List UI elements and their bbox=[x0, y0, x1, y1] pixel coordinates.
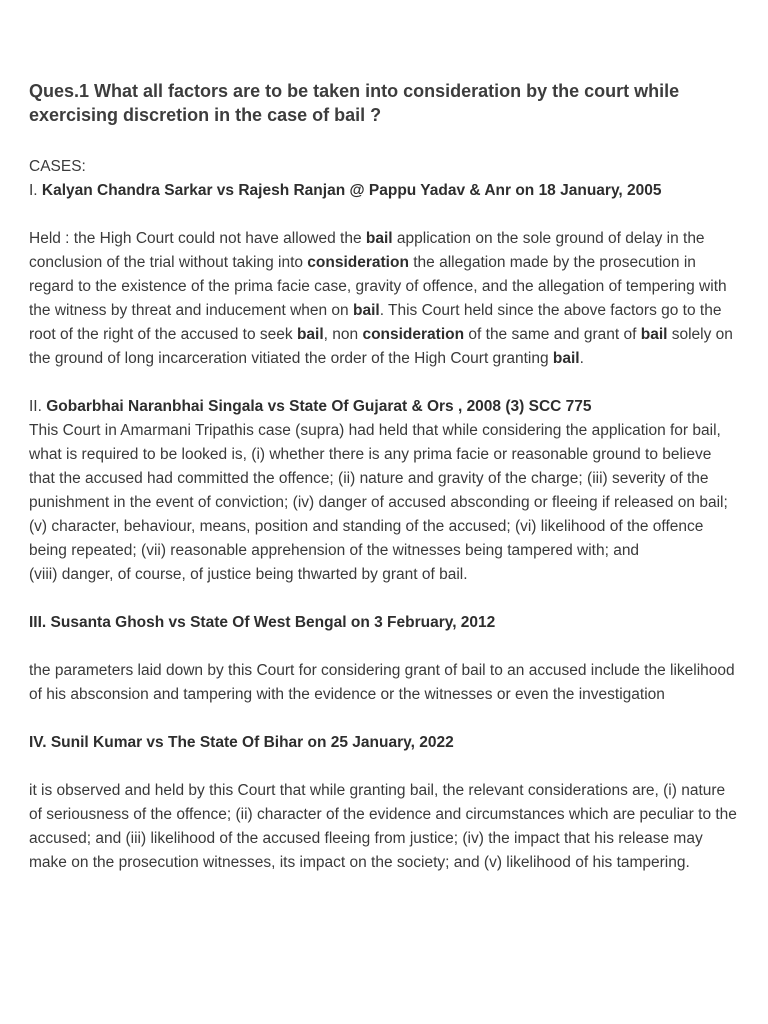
question-heading: Ques.1 What all factors are to be taken into consideration by the court while exercising discretion in the case of bail ? bbox=[29, 81, 680, 125]
case-2-body-last: (viii) danger, of course, of justice being thwarted by grant of bail. bbox=[29, 566, 468, 583]
case-2-numeral: II. bbox=[29, 398, 47, 415]
case-1-held bbox=[29, 227, 740, 371]
case-3-body: the parameters laid down by this Court for considering grant of bail to an accused include the likelihood of his absconsion and tampering with the evidence or the witnesses or even the investigation bbox=[29, 662, 735, 703]
case-1-heading bbox=[29, 179, 740, 203]
case-3-title: III. Susanta Ghosh vs State Of West Bengal on 3 February, 2012 bbox=[29, 614, 496, 631]
case-4-body: it is observed and held by this Court that while granting bail, the relevant considerations are, (i) nature of seriousness of the offence; (ii) character of the evidence and circumstances which are peculiar to the accused; and (iii) likelihood of the accused fleeing from justice; (iv) the impact that his release may make on the prosecution witnesses, its impact on the society; and (v) likelihood of his tampering. bbox=[29, 782, 737, 871]
text-run: , non bbox=[323, 326, 363, 343]
text-run: application on the sole ground of delay in the conclusion of the trial without taking into bbox=[29, 230, 705, 271]
text-run: of the same and grant of bbox=[464, 326, 641, 343]
case-4-title: IV. Sunil Kumar vs The State Of Bihar on 25 January, 2022 bbox=[29, 734, 454, 751]
case-4-heading bbox=[29, 731, 740, 755]
text-run: the allegation made by the prosecution in regard to the existence of the prima facie case, gravity of offence, and the allegation of tempering with the witness by threat and inducement when on bbox=[29, 254, 727, 319]
text-run: . bbox=[579, 350, 584, 367]
case-2-title: Gobarbhai Naranbhai Singala vs State Of Gujarat & Ors , 2008 (3) SCC 775 bbox=[46, 398, 592, 415]
case-1-numeral: I. bbox=[29, 182, 42, 199]
keyword-bail: bail bbox=[352, 302, 380, 319]
keyword-consideration: consideration bbox=[307, 254, 409, 271]
case-3-heading bbox=[29, 611, 740, 635]
keyword-bail: bail bbox=[365, 230, 393, 247]
text-run: . This Court held since the above factors go to the root of the right of the accused to seek bbox=[29, 302, 722, 343]
text-run: Held : the High Court could not have allowed the bbox=[29, 230, 366, 247]
keyword-bail: bail bbox=[552, 350, 580, 367]
text-run: solely on the ground of long incarceration vitiated the order of the High Court granting bbox=[29, 326, 733, 367]
case-1-title: Kalyan Chandra Sarkar vs Rajesh Ranjan @ Pappu Yadav & Anr on 18 January, 2005 bbox=[41, 182, 662, 199]
keyword-bail: bail bbox=[640, 326, 668, 343]
keyword-bail: bail bbox=[296, 326, 324, 343]
case-2-body: This Court in Amarmani Tripathis case (supra) had held that while considering the application for bail, what is required to be looked is, (i) whether there is any prima facie or reasonable ground to believe that the accused had committed the offence; (ii) nature and gravity of the charge; (iii) severity of the punishment in the event of conviction; (iv) danger of accused absconding or fleeing if released on bail; (v) character, behaviour, means, position and standing of the accused; (vi) likelihood of the offence being repeated; (vii) reasonable apprehension of the witnesses being tampered with; and bbox=[29, 422, 728, 559]
cases-label: CASES: bbox=[29, 158, 86, 175]
keyword-consideration: consideration bbox=[362, 326, 465, 343]
case-2-heading bbox=[29, 395, 740, 419]
